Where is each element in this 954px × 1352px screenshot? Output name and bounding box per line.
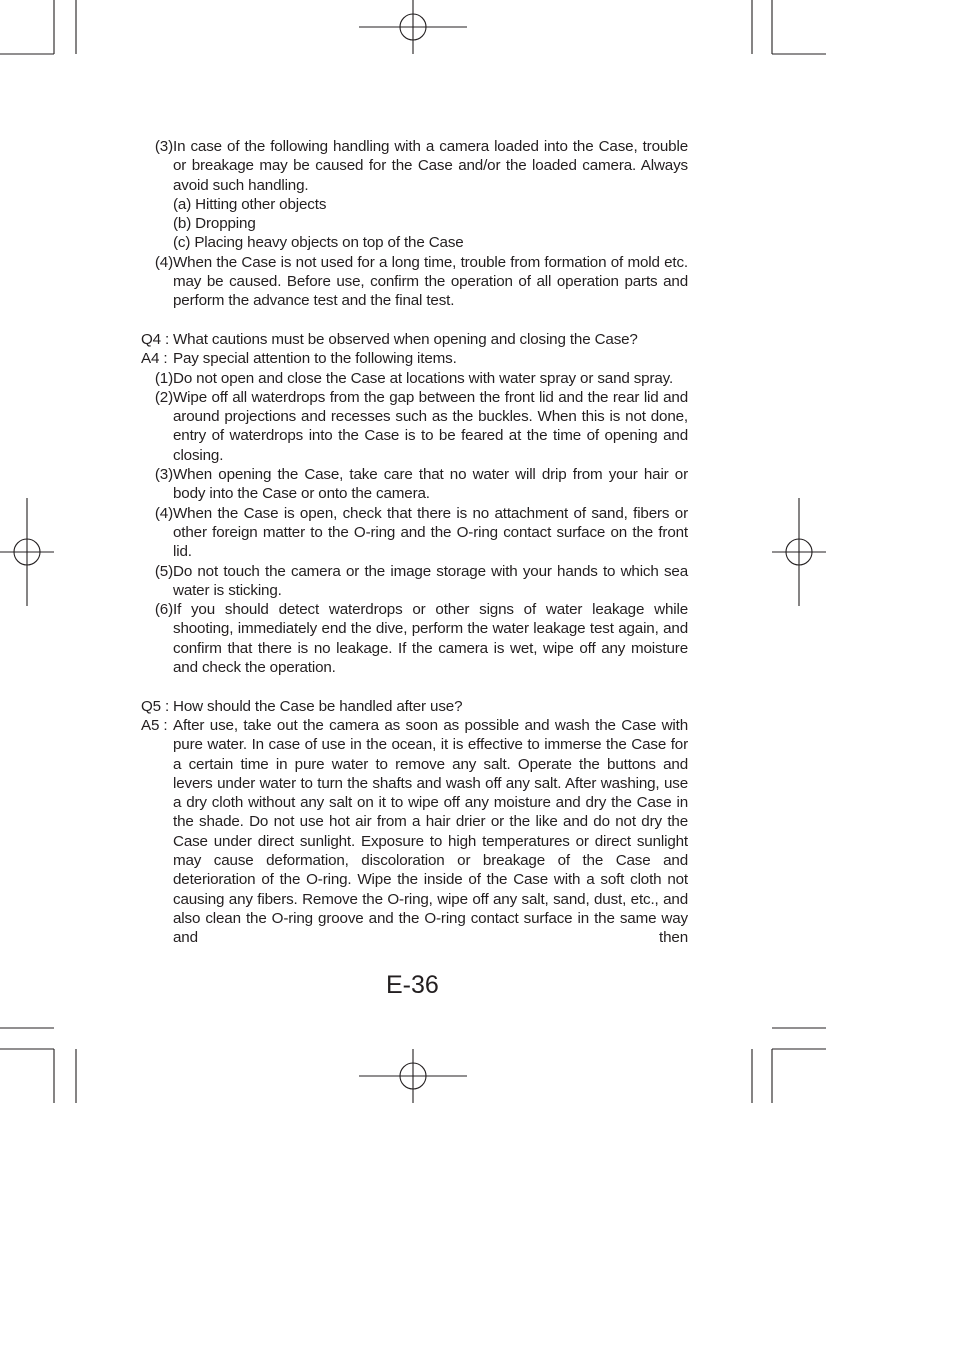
item-number: (5) <box>154 562 173 580</box>
manual-page-content <box>141 137 688 947</box>
list-item <box>141 562 688 601</box>
item-number: (3) <box>154 466 173 484</box>
item-number: (6) <box>154 601 173 619</box>
question-label: Q5 : <box>141 697 170 715</box>
item-text: Wipe off all waterdrops from the gap between the front lid and the rear lid and around projections and recesses such as the buckles. When this is not done, entry of waterdrops into the Case is to be feared at the time of opening and closing. <box>173 388 688 464</box>
page-number: E-36 <box>386 971 439 999</box>
item-text: Do not touch the camera or the image storage with your hands to which sea water is sticking. <box>173 562 688 599</box>
list-item <box>141 388 688 465</box>
question-label: Q4 : <box>141 330 170 348</box>
item-number: (4) <box>154 253 173 271</box>
list-item <box>141 465 688 504</box>
item-number: (1) <box>154 369 173 387</box>
question-text: How should the Case be handled after use? <box>173 697 463 715</box>
question-text: What cautions must be observed when opening and closing the Case? <box>173 330 638 348</box>
answer-a4 <box>141 349 688 368</box>
sub-item-text: (c) Placing heavy objects on top of the Case <box>173 234 464 252</box>
list-item <box>141 137 688 195</box>
item-text: In case of the following handling with a camera loaded into the Case, trouble or breakage may be caused for the Case and/or the loaded camera. Always avoid such handling. <box>173 138 688 194</box>
answer-label: A4 : <box>141 350 168 368</box>
item-text: When the Case is open, check that there is no attachment of sand, fibers or other foreign matter to the O-ring and the O-ring contact surface on the front lid. <box>173 504 688 561</box>
item-text: If you should detect waterdrops or other signs of water leakage while shooting, immediately end the dive, perform the water leakage test again, and confirm that there is no leakage. If the camera is wet, wipe off any moisture and check the operation. <box>173 601 688 677</box>
sub-item-text: (a) Hitting other objects <box>173 195 327 213</box>
list-item <box>141 504 688 562</box>
sub-list-item <box>141 233 688 252</box>
list-item <box>141 253 688 311</box>
sub-list-item <box>141 195 688 214</box>
answer-a5 <box>141 716 688 948</box>
list-item <box>141 600 688 677</box>
sub-item-text: (b) Dropping <box>173 215 256 233</box>
item-text: Do not open and close the Case at locations with water spray or sand spray. <box>173 369 674 387</box>
list-item <box>141 369 688 388</box>
item-text: When the Case is not used for a long time, trouble from formation of mold etc. may be caused. Before use, confirm the operation of all operation parts and perform the advance test and the final test. <box>173 253 688 310</box>
answer-label: A5 : <box>141 716 168 734</box>
question-q4 <box>141 330 688 349</box>
item-text: When opening the Case, take care that no water will drip from your hair or body into the Case or onto the camera. <box>173 466 688 503</box>
answer-text: Pay special attention to the following items. <box>173 350 457 368</box>
question-q5 <box>141 697 688 716</box>
item-number: (2) <box>154 388 173 406</box>
item-number: (3) <box>154 138 173 155</box>
answer-text: After use, take out the camera as soon as possible and wash the Case with pure water. In case of use in the ocean, it is effective to immerse the Case for a certain time in pure water to remove any salt. Operate the buttons and levers under water to turn the shafts and wash off any salt. After washing, use a dry cloth without any salt on it to wipe off any moisture and dry the Case in the shade. Do not use hot air from a hair drier or the like and do not dry the Case under direct sunlight. Exposure to high temperatures or direct sunlight may cause deformation, discoloration or breakage of the Case and deterioration of the O-ring. Wipe the inside of the Case with a soft cloth not causing any fibers. Remove the O-ring, wipe off any salt, sand, dust, etc., and also clean the O-ring groove and the O-ring contact surface in the same way and then <box>173 716 688 947</box>
sub-list-item <box>141 214 688 233</box>
item-number: (4) <box>154 504 173 522</box>
